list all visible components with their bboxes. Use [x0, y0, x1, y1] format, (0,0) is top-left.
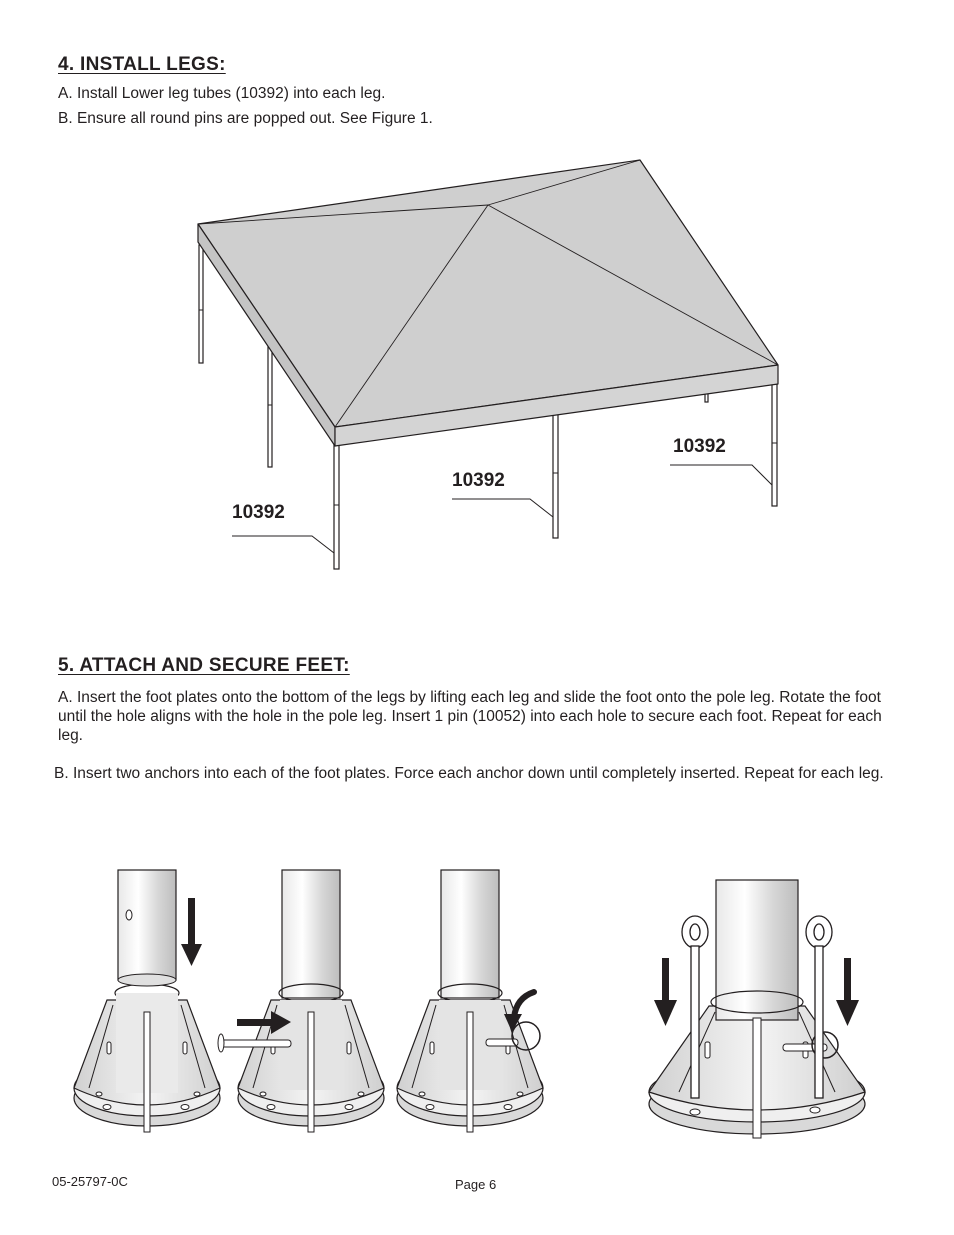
section-5-step-a: A. Insert the foot plates onto the bottom of the legs by lifting each leg and slide the foot onto the pole leg. Rotate the foot until the hole aligns with the hole in the pole leg. Insert 1 pin (10052) into each hole to secure each foot. Repeat for each leg.	[58, 689, 882, 744]
arrow-down-right-icon	[836, 958, 859, 1026]
section-5-heading: 5. ATTACH AND SECURE FEET:	[58, 655, 350, 676]
canopy-roof	[198, 160, 778, 446]
section-4-step-a: A. Install Lower leg tubes (10392) into each leg.	[58, 85, 386, 102]
callout-label-front-middle: 10392	[452, 470, 505, 491]
foot-step-2	[218, 870, 384, 1132]
canopy-figure	[0, 0, 954, 600]
section-4-heading: 4. INSTALL LEGS:	[58, 54, 226, 75]
document-number: 05-25797-0C	[52, 1174, 128, 1189]
arrow-down-left-icon	[654, 958, 677, 1026]
callout-label-front-left: 10392	[232, 502, 285, 523]
callout-label-front-right: 10392	[673, 436, 726, 457]
foot-step-4-anchors	[649, 880, 865, 1138]
foot-step-1	[74, 870, 220, 1132]
foot-plate-figures	[0, 860, 954, 1160]
leg-left-middle	[268, 345, 272, 467]
leg-front-right	[772, 382, 777, 506]
foot-step-3	[397, 870, 543, 1132]
section-5-step-b: B. Insert two anchors into each of the foot plates. Force each anchor down until completely inserted. Repeat for each leg.	[54, 765, 884, 782]
page-number: Page 6	[455, 1177, 497, 1192]
leg-front-middle	[553, 412, 558, 538]
leg-back-left	[199, 245, 203, 363]
arrow-down-icon	[181, 898, 202, 966]
section-4-step-b: B. Ensure all round pins are popped out. See Figure 1.	[58, 110, 433, 127]
leg-front-left	[334, 445, 339, 569]
